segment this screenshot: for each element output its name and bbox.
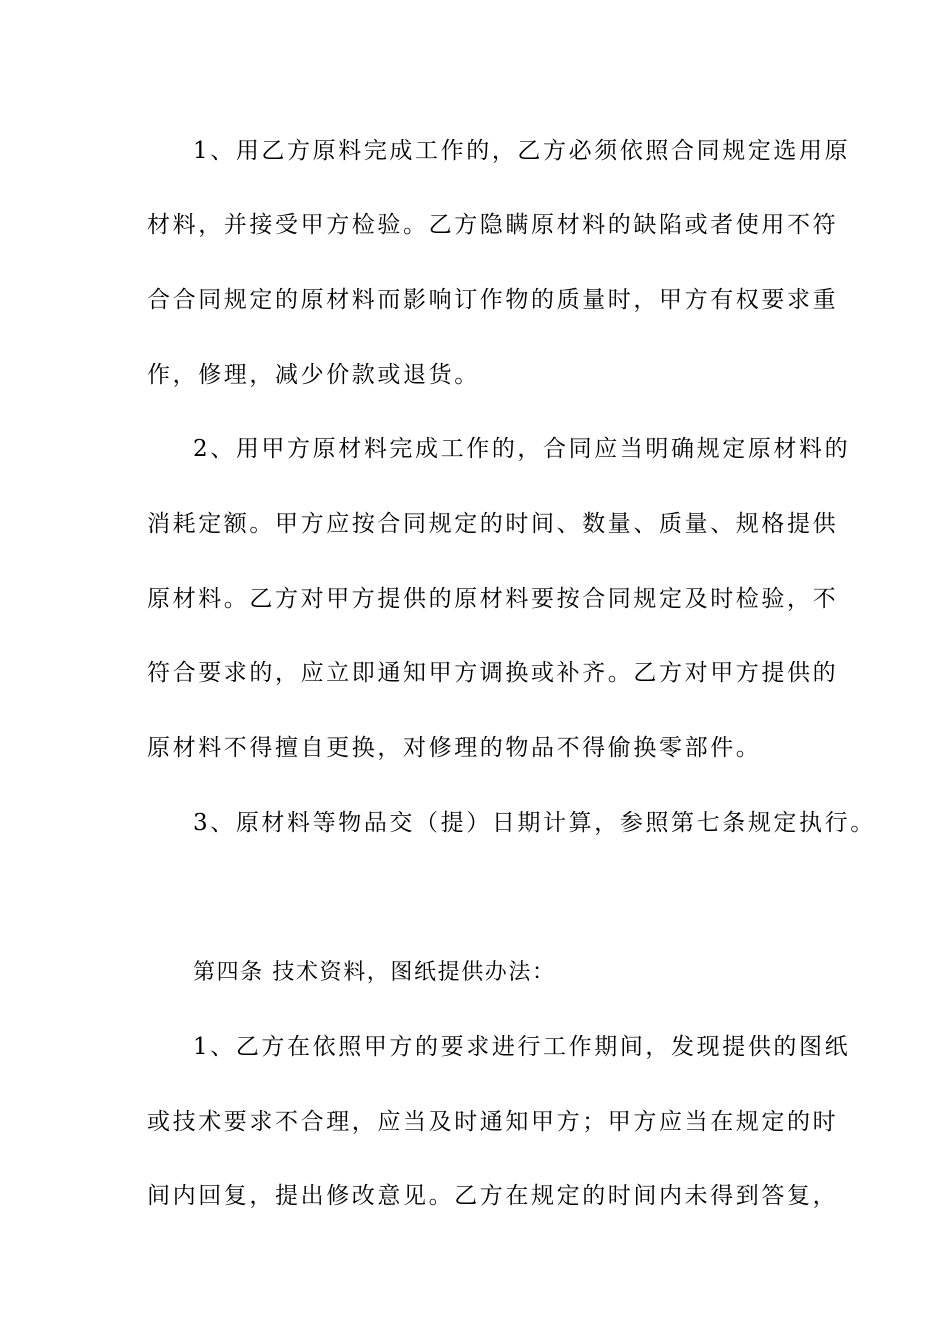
paragraph-4-line-3: 间内回复，提出修改意见。乙方在规定的时间内未得到答复， [147, 1183, 839, 1209]
paragraph-4-line-2: 或技术要求不合理，应当及时通知甲方；甲方应当在规定的时 [147, 1109, 839, 1135]
paragraph-4-line-1: 1、乙方在依照甲方的要求进行工作期间，发现提供的图纸 [193, 1034, 851, 1060]
paragraph-1-line-3: 合合同规定的原材料而影响订作物的质量时，甲方有权要求重 [147, 287, 839, 313]
paragraph-2-line-4: 符合要求的，应立即通知甲方调换或补齐。乙方对甲方提供的 [147, 660, 839, 686]
section-heading: 第四条 技术资料，图纸提供办法： [193, 960, 556, 985]
paragraph-2-line-2: 消耗定额。甲方应按合同规定的时间、数量、质量、规格提供 [147, 511, 839, 537]
paragraph-2-line-5: 原材料不得擅自更换，对修理的物品不得偷换零部件。 [147, 735, 762, 761]
paragraph-3-line-1: 3、原材料等物品交（提）日期计算，参照第七条规定执行。 [193, 810, 876, 836]
paragraph-1-line-2: 材料，并接受甲方检验。乙方隐瞒原材料的缺陷或者使用不符 [147, 212, 839, 238]
paragraph-1-line-1: 1、用乙方原料完成工作的，乙方必须依照合同规定选用原 [193, 138, 851, 164]
paragraph-2-line-1: 2、用甲方原材料完成工作的，合同应当明确规定原材料的 [193, 436, 851, 462]
paragraph-1-line-4: 作，修理，减少价款或退货。 [147, 362, 480, 388]
paragraph-2-line-3: 原材料。乙方对甲方提供的原材料要按合同规定及时检验，不 [147, 586, 839, 612]
